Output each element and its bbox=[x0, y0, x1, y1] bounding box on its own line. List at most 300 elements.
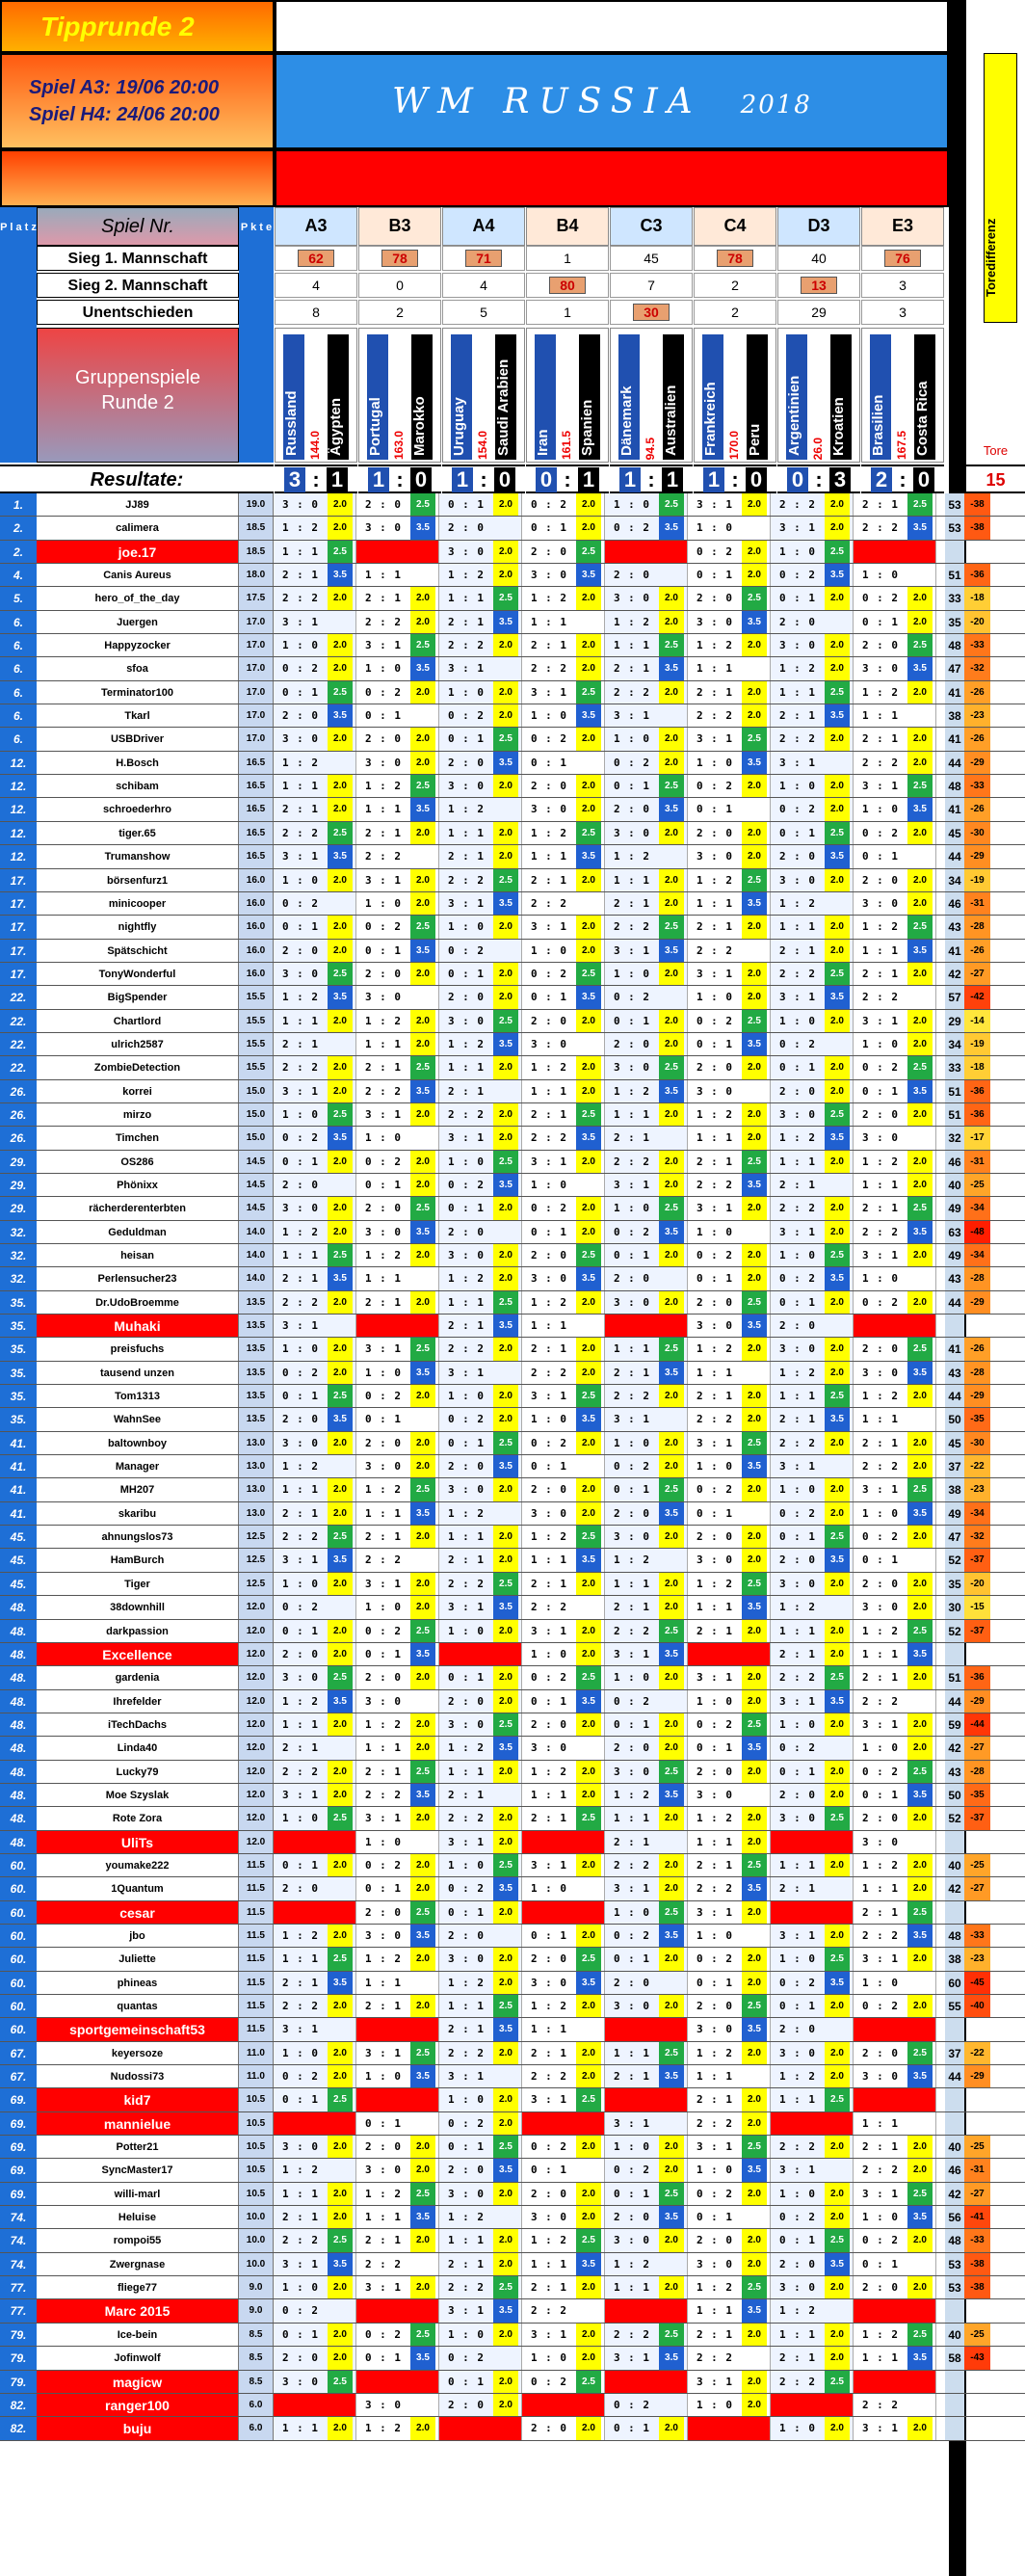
tip-score: 1 : 2 bbox=[696, 639, 734, 652]
tip-cell bbox=[274, 2253, 356, 2275]
tip-score: 2 : 0 bbox=[778, 1788, 817, 1801]
tip-score: 1 : 1 bbox=[364, 1506, 403, 1520]
tip-points: 2.0 bbox=[659, 1596, 684, 1618]
tip-points: 2.5 bbox=[410, 1620, 435, 1642]
tip-cell bbox=[522, 2112, 605, 2135]
tip-cell bbox=[771, 1478, 854, 1500]
player-points: 17.0 bbox=[239, 728, 274, 750]
tip-points bbox=[576, 611, 601, 633]
tip-points: 2.0 bbox=[907, 1596, 933, 1618]
tip-score: 2 : 0 bbox=[696, 1765, 734, 1778]
tip-points: 2.0 bbox=[825, 517, 850, 539]
tip-cell bbox=[439, 1690, 522, 1713]
tip-cell bbox=[771, 1502, 854, 1525]
tip-score: 2 : 1 bbox=[447, 615, 486, 628]
tip-points: 2.5 bbox=[907, 2183, 933, 2205]
tip-score: 1 : 2 bbox=[530, 1530, 568, 1544]
tip-points: 2.5 bbox=[410, 1901, 435, 1924]
tip-points: 3.5 bbox=[410, 657, 435, 679]
tip-cell bbox=[439, 892, 522, 915]
table-row bbox=[0, 1690, 1025, 1713]
tip-cell bbox=[688, 634, 771, 656]
tip-score: 2 : 1 bbox=[447, 2023, 486, 2036]
tip-score: 2 : 2 bbox=[447, 1342, 486, 1356]
tip-score: 0 : 2 bbox=[281, 2070, 320, 2084]
tip-score: 0 : 2 bbox=[530, 732, 568, 746]
player-name: USBDriver bbox=[37, 728, 239, 750]
tip-points: 3.5 bbox=[328, 704, 353, 727]
tip-score: 2 : 2 bbox=[613, 1390, 651, 1403]
tip-cell bbox=[854, 940, 936, 962]
tip-points: 2.0 bbox=[576, 869, 601, 891]
tip-points: 2.0 bbox=[576, 1291, 601, 1314]
tip-score: 1 : 0 bbox=[447, 1155, 486, 1168]
tip-score: 1 : 0 bbox=[530, 1647, 568, 1660]
tip-cell bbox=[439, 1526, 522, 1548]
tip-points: 2.0 bbox=[907, 1174, 933, 1196]
team1-name: Frankreich bbox=[702, 334, 723, 460]
tip-score: 0 : 2 bbox=[530, 1202, 568, 1215]
tip-points: 2.0 bbox=[825, 2136, 850, 2158]
tip-cell bbox=[356, 564, 439, 586]
tip-points bbox=[410, 1831, 435, 1853]
rank: 69. bbox=[0, 2088, 37, 2111]
tip-points: 2.0 bbox=[907, 728, 933, 750]
tip-points: 2.5 bbox=[576, 681, 601, 704]
tip-score: 2 : 0 bbox=[281, 943, 320, 957]
tip-score: 1 : 2 bbox=[778, 1131, 817, 1145]
spacer bbox=[936, 1338, 945, 1360]
tip-cell bbox=[605, 1408, 688, 1430]
tip-cell bbox=[439, 1948, 522, 1970]
table-row bbox=[0, 2159, 1025, 2182]
unent-label: Unentschieden bbox=[37, 300, 239, 325]
rank: 41. bbox=[0, 1432, 37, 1454]
player-points: 11.0 bbox=[239, 2042, 274, 2064]
tip-cell bbox=[522, 1807, 605, 1829]
tip-score: 2 : 0 bbox=[530, 1952, 568, 1966]
goal-diff: -33 bbox=[964, 2229, 990, 2251]
tip-cell bbox=[854, 1221, 936, 1243]
tip-points: 2.0 bbox=[907, 963, 933, 985]
tip-cell bbox=[854, 1713, 936, 1736]
tip-points bbox=[825, 2159, 850, 2181]
tip-score: 1 : 1 bbox=[530, 615, 568, 628]
tip-cell bbox=[522, 892, 605, 915]
player-name: UliTs bbox=[37, 1831, 239, 1853]
tip-score: 2 : 0 bbox=[696, 592, 734, 605]
tip-cell bbox=[688, 2183, 771, 2205]
tip-points: 2.0 bbox=[410, 1103, 435, 1126]
tip-points bbox=[907, 2112, 933, 2135]
tip-cell bbox=[274, 1948, 356, 1970]
tip-score: 0 : 1 bbox=[696, 569, 734, 582]
tip-score: 1 : 1 bbox=[861, 709, 900, 723]
tip-score: 0 : 1 bbox=[696, 1272, 734, 1286]
tip-score: 2 : 1 bbox=[613, 896, 651, 910]
player-points: 11.5 bbox=[239, 1854, 274, 1876]
tip-cell bbox=[854, 2276, 936, 2298]
tip-points: 3.5 bbox=[410, 517, 435, 539]
tip-points: 2.5 bbox=[410, 1478, 435, 1500]
spacer bbox=[936, 2088, 945, 2111]
goals-tipped: 43 bbox=[945, 1761, 964, 1783]
tip-cell bbox=[522, 845, 605, 867]
player-name: sfoa bbox=[37, 657, 239, 679]
player-name: Marc 2015 bbox=[37, 2299, 239, 2322]
goal-diff: -36 bbox=[964, 564, 990, 586]
tip-points: 2.0 bbox=[659, 1666, 684, 1688]
tip-cell bbox=[688, 2417, 771, 2439]
spacer bbox=[936, 2276, 945, 2298]
spacer bbox=[936, 2065, 945, 2087]
tip-cell bbox=[522, 1620, 605, 1642]
goal-diff: -31 bbox=[964, 892, 990, 915]
tip-cell bbox=[605, 1478, 688, 1500]
tip-points: 2.5 bbox=[659, 1620, 684, 1642]
tip-cell bbox=[854, 752, 936, 774]
goal-diff: -23 bbox=[964, 704, 990, 727]
tip-cell bbox=[522, 517, 605, 539]
header-blank bbox=[275, 0, 949, 53]
result-away: 0 bbox=[913, 467, 934, 492]
tip-cell bbox=[356, 1972, 439, 1994]
game-id: E3 bbox=[861, 207, 944, 246]
result-cell bbox=[275, 465, 357, 493]
tip-cell bbox=[688, 2112, 771, 2135]
tip-points: 2.5 bbox=[742, 2276, 767, 2298]
goal-diff: -27 bbox=[964, 2183, 990, 2205]
tip-cell bbox=[356, 1690, 439, 1713]
tip-points bbox=[576, 1455, 601, 1477]
tip-points: 2.0 bbox=[659, 1244, 684, 1266]
goal-diff: -43 bbox=[964, 2347, 990, 2369]
tip-cell bbox=[522, 1526, 605, 1548]
spacer bbox=[936, 2183, 945, 2205]
tip-cell bbox=[522, 1666, 605, 1688]
tip-cell bbox=[356, 1197, 439, 1219]
tip-points: 2.5 bbox=[576, 1103, 601, 1126]
tip-points: 2.0 bbox=[328, 1197, 353, 1219]
tip-score: 3 : 0 bbox=[364, 521, 403, 535]
goal-diff: -38 bbox=[964, 2253, 990, 2275]
tip-cell bbox=[688, 2253, 771, 2275]
tip-cell bbox=[522, 1338, 605, 1360]
tip-cell bbox=[439, 1807, 522, 1829]
tip-points: 2.5 bbox=[825, 822, 850, 844]
tip-points: 2.0 bbox=[576, 1620, 601, 1642]
tip-cell bbox=[439, 634, 522, 656]
tip-points: 2.5 bbox=[825, 2229, 850, 2251]
goals-tipped: 49 bbox=[945, 1197, 964, 1219]
tip-score: 2 : 0 bbox=[530, 1717, 568, 1731]
tip-score: 0 : 2 bbox=[778, 803, 817, 816]
tip-score: 1 : 1 bbox=[861, 1178, 900, 1191]
player-name: Juliette bbox=[37, 1948, 239, 1970]
tip-points: 2.0 bbox=[659, 2229, 684, 2251]
tip-points: 2.0 bbox=[493, 1056, 518, 1078]
player-points: 17.0 bbox=[239, 657, 274, 679]
tip-cell bbox=[771, 728, 854, 750]
rank: 60. bbox=[0, 1901, 37, 1924]
tip-score: 2 : 1 bbox=[861, 1671, 900, 1685]
player-name: Ihrefelder bbox=[37, 1690, 239, 1713]
tip-cell bbox=[274, 1784, 356, 1806]
tip-score: 3 : 0 bbox=[696, 1084, 734, 1098]
tip-score: 1 : 1 bbox=[530, 2023, 568, 2036]
tip-cell bbox=[771, 1010, 854, 1032]
tip-score: 1 : 0 bbox=[861, 803, 900, 816]
player-name: iTechDachs bbox=[37, 1713, 239, 1736]
tip-score: 1 : 2 bbox=[447, 569, 486, 582]
tip-cell bbox=[356, 2371, 439, 2393]
tip-points: 2.0 bbox=[742, 1103, 767, 1126]
tip-points: 2.5 bbox=[907, 775, 933, 797]
tip-score: 2 : 0 bbox=[613, 1976, 651, 1989]
tip-score: 0 : 1 bbox=[447, 732, 486, 746]
tip-score: 3 : 0 bbox=[281, 2375, 320, 2388]
tip-points: 2.0 bbox=[659, 752, 684, 774]
tip-cell bbox=[356, 2088, 439, 2111]
spacer bbox=[936, 1267, 945, 1289]
tip-cell bbox=[522, 681, 605, 704]
player-points: 11.5 bbox=[239, 1925, 274, 1947]
tip-cell bbox=[274, 1643, 356, 1665]
tip-points: 2.0 bbox=[659, 611, 684, 633]
tip-cell bbox=[854, 564, 936, 586]
tip-cell bbox=[356, 1127, 439, 1149]
tip-points: 2.0 bbox=[410, 1385, 435, 1407]
tip-cell bbox=[522, 1244, 605, 1266]
tip-points bbox=[493, 940, 518, 962]
tip-score: 1 : 1 bbox=[364, 2211, 403, 2224]
tip-points: 2.0 bbox=[659, 1807, 684, 1829]
tip-score: 0 : 2 bbox=[613, 756, 651, 769]
banner-text: WM RUSSIA bbox=[392, 82, 702, 121]
tip-cell bbox=[771, 1854, 854, 1876]
tip-cell bbox=[771, 845, 854, 867]
tip-points bbox=[493, 1080, 518, 1102]
tip-points bbox=[825, 892, 850, 915]
tip-points: 2.0 bbox=[659, 1877, 684, 1899]
tip-points: 2.0 bbox=[328, 2183, 353, 2205]
tip-points: 2.0 bbox=[328, 517, 353, 539]
player-points: 14.0 bbox=[239, 1244, 274, 1266]
tip-points: 2.5 bbox=[328, 2088, 353, 2111]
tip-score: 0 : 1 bbox=[696, 1976, 734, 1989]
quota-value: 163.0 bbox=[392, 430, 406, 460]
tip-points bbox=[907, 704, 933, 727]
tip-points: 2.0 bbox=[825, 2276, 850, 2298]
tip-score: 3 : 0 bbox=[861, 662, 900, 676]
tip-score: 2 : 2 bbox=[861, 2398, 900, 2411]
tip-cell bbox=[771, 986, 854, 1008]
tip-cell bbox=[605, 634, 688, 656]
rank: 22. bbox=[0, 1033, 37, 1055]
goal-diff: -29 bbox=[964, 752, 990, 774]
tip-points: 2.0 bbox=[493, 2394, 518, 2416]
tip-cell bbox=[854, 1573, 936, 1595]
goal-diff: -31 bbox=[964, 2159, 990, 2181]
tip-score: 1 : 1 bbox=[613, 873, 651, 887]
tip-score: 1 : 1 bbox=[696, 1131, 734, 1145]
rank: 6. bbox=[0, 728, 37, 750]
tip-points: 3.5 bbox=[907, 1221, 933, 1243]
goal-diff: -19 bbox=[964, 1033, 990, 1055]
table-row bbox=[0, 2183, 1025, 2206]
tip-cell bbox=[688, 1478, 771, 1500]
gruppen-label bbox=[37, 328, 239, 463]
tip-score: 3 : 0 bbox=[281, 732, 320, 746]
spacer bbox=[936, 2347, 945, 2369]
tip-cell bbox=[688, 1362, 771, 1384]
table-row bbox=[0, 822, 1025, 845]
tip-points: 2.0 bbox=[576, 1925, 601, 1947]
tip-points: 3.5 bbox=[907, 2065, 933, 2087]
tip-score: 3 : 0 bbox=[861, 2070, 900, 2084]
tip-points: 2.5 bbox=[907, 1056, 933, 1078]
tip-cell bbox=[771, 1526, 854, 1548]
goal-diff: -38 bbox=[964, 517, 990, 539]
goal-diff: -28 bbox=[964, 1267, 990, 1289]
goals-tipped: 35 bbox=[945, 1573, 964, 1595]
goals-tipped: 56 bbox=[945, 2206, 964, 2228]
goals-tipped: 63 bbox=[945, 1221, 964, 1243]
tip-points: 2.0 bbox=[742, 493, 767, 516]
player-points: 11.5 bbox=[239, 1877, 274, 1899]
tip-points: 2.5 bbox=[742, 1291, 767, 1314]
goals-tipped: 46 bbox=[945, 2159, 964, 2181]
tip-score: 3 : 1 bbox=[778, 1225, 817, 1238]
player-name: TonyWonderful bbox=[37, 963, 239, 985]
tip-points: 2.0 bbox=[328, 587, 353, 609]
tip-cell bbox=[274, 541, 356, 563]
unent-value: 5 bbox=[480, 305, 487, 320]
player-points: 11.0 bbox=[239, 2065, 274, 2087]
quota-value: 94.5 bbox=[644, 437, 657, 460]
tip-score: 0 : 1 bbox=[281, 1390, 320, 1403]
tip-points: 2.0 bbox=[328, 1221, 353, 1243]
tip-score: 1 : 1 bbox=[281, 544, 320, 558]
goals-tipped: 53 bbox=[945, 517, 964, 539]
tip-score: 1 : 2 bbox=[281, 1694, 320, 1708]
tip-score: 0 : 1 bbox=[281, 685, 320, 699]
tip-points: 2.0 bbox=[493, 1761, 518, 1783]
tip-points: 2.0 bbox=[576, 775, 601, 797]
table-row bbox=[0, 798, 1025, 821]
tip-points bbox=[410, 1549, 435, 1571]
tip-score: 2 : 2 bbox=[364, 1084, 403, 1098]
tip-score: 0 : 1 bbox=[447, 2140, 486, 2154]
tip-points: 3.5 bbox=[742, 1174, 767, 1196]
rank: 32. bbox=[0, 1244, 37, 1266]
tip-cell bbox=[688, 1244, 771, 1266]
tip-score: 1 : 0 bbox=[447, 2093, 486, 2107]
tip-score: 1 : 2 bbox=[778, 2070, 817, 2084]
tip-score: 2 : 0 bbox=[364, 1905, 403, 1919]
goal-diff: -26 bbox=[964, 940, 990, 962]
tip-score: 2 : 1 bbox=[447, 2257, 486, 2271]
tip-points: 2.0 bbox=[742, 1666, 767, 1688]
tip-points: 2.0 bbox=[576, 2136, 601, 2158]
tip-cell bbox=[356, 1643, 439, 1665]
tip-cell bbox=[771, 1761, 854, 1783]
tip-score: 2 : 1 bbox=[613, 1366, 651, 1379]
tip-points: 2.0 bbox=[328, 1432, 353, 1454]
tip-score: 3 : 1 bbox=[364, 873, 403, 887]
tip-points bbox=[742, 2347, 767, 2369]
tip-cell bbox=[688, 1573, 771, 1595]
player-name: mirzo bbox=[37, 1103, 239, 1126]
tip-points: 3.5 bbox=[410, 2065, 435, 2087]
tip-points: 2.0 bbox=[576, 2065, 601, 2087]
rank: 17. bbox=[0, 916, 37, 938]
goals-tipped: 51 bbox=[945, 1103, 964, 1126]
rank: 26. bbox=[0, 1127, 37, 1149]
tip-score: 1 : 2 bbox=[861, 1155, 900, 1168]
tip-score: 0 : 1 bbox=[696, 2211, 734, 2224]
player-points: 15.0 bbox=[239, 1080, 274, 1102]
tip-score: 3 : 0 bbox=[613, 1061, 651, 1075]
tip-points: 3.5 bbox=[493, 2018, 518, 2040]
spacer bbox=[936, 1502, 945, 1525]
tip-points: 2.0 bbox=[410, 1666, 435, 1688]
tip-cell bbox=[356, 798, 439, 820]
spacer bbox=[936, 1549, 945, 1571]
tip-score: 3 : 1 bbox=[778, 1460, 817, 1474]
tip-points bbox=[493, 657, 518, 679]
tip-points bbox=[493, 1925, 518, 1947]
tip-points: 2.0 bbox=[742, 634, 767, 656]
tip-cell bbox=[688, 1010, 771, 1032]
tip-points: 2.0 bbox=[742, 1526, 767, 1548]
tip-cell bbox=[688, 845, 771, 867]
tip-score: 1 : 0 bbox=[778, 1249, 817, 1261]
tip-cell bbox=[688, 493, 771, 516]
tip-score: 2 : 2 bbox=[447, 2281, 486, 2295]
table-row bbox=[0, 2065, 1025, 2088]
player-points: 13.5 bbox=[239, 1385, 274, 1407]
goals-tipped: 34 bbox=[945, 869, 964, 891]
tip-cell bbox=[522, 1033, 605, 1055]
tip-cell bbox=[854, 1666, 936, 1688]
tip-score: 3 : 1 bbox=[696, 1905, 734, 1919]
tip-score: 0 : 1 bbox=[613, 780, 651, 793]
tip-score: 3 : 0 bbox=[281, 1436, 320, 1449]
table-row bbox=[0, 2112, 1025, 2136]
spacer bbox=[936, 1807, 945, 1829]
tip-points: 3.5 bbox=[328, 845, 353, 867]
tip-cell bbox=[439, 1925, 522, 1947]
tip-points: 2.0 bbox=[410, 1291, 435, 1314]
team1-name: Portugal bbox=[367, 334, 388, 460]
tip-score: 0 : 2 bbox=[861, 826, 900, 839]
tip-points: 2.0 bbox=[328, 634, 353, 656]
tip-points bbox=[907, 1267, 933, 1289]
tip-cell bbox=[771, 681, 854, 704]
tip-score: 1 : 0 bbox=[778, 2187, 817, 2200]
tip-score: 3 : 0 bbox=[778, 1342, 817, 1356]
tip-cell bbox=[274, 1291, 356, 1314]
tip-points: 2.0 bbox=[410, 1995, 435, 2017]
rank: 74. bbox=[0, 2253, 37, 2275]
player-points: 16.5 bbox=[239, 775, 274, 797]
rank: 48. bbox=[0, 1737, 37, 1759]
tip-cell bbox=[854, 1643, 936, 1665]
tip-points: 2.0 bbox=[825, 1291, 850, 1314]
tip-cell bbox=[688, 681, 771, 704]
spacer bbox=[936, 657, 945, 679]
